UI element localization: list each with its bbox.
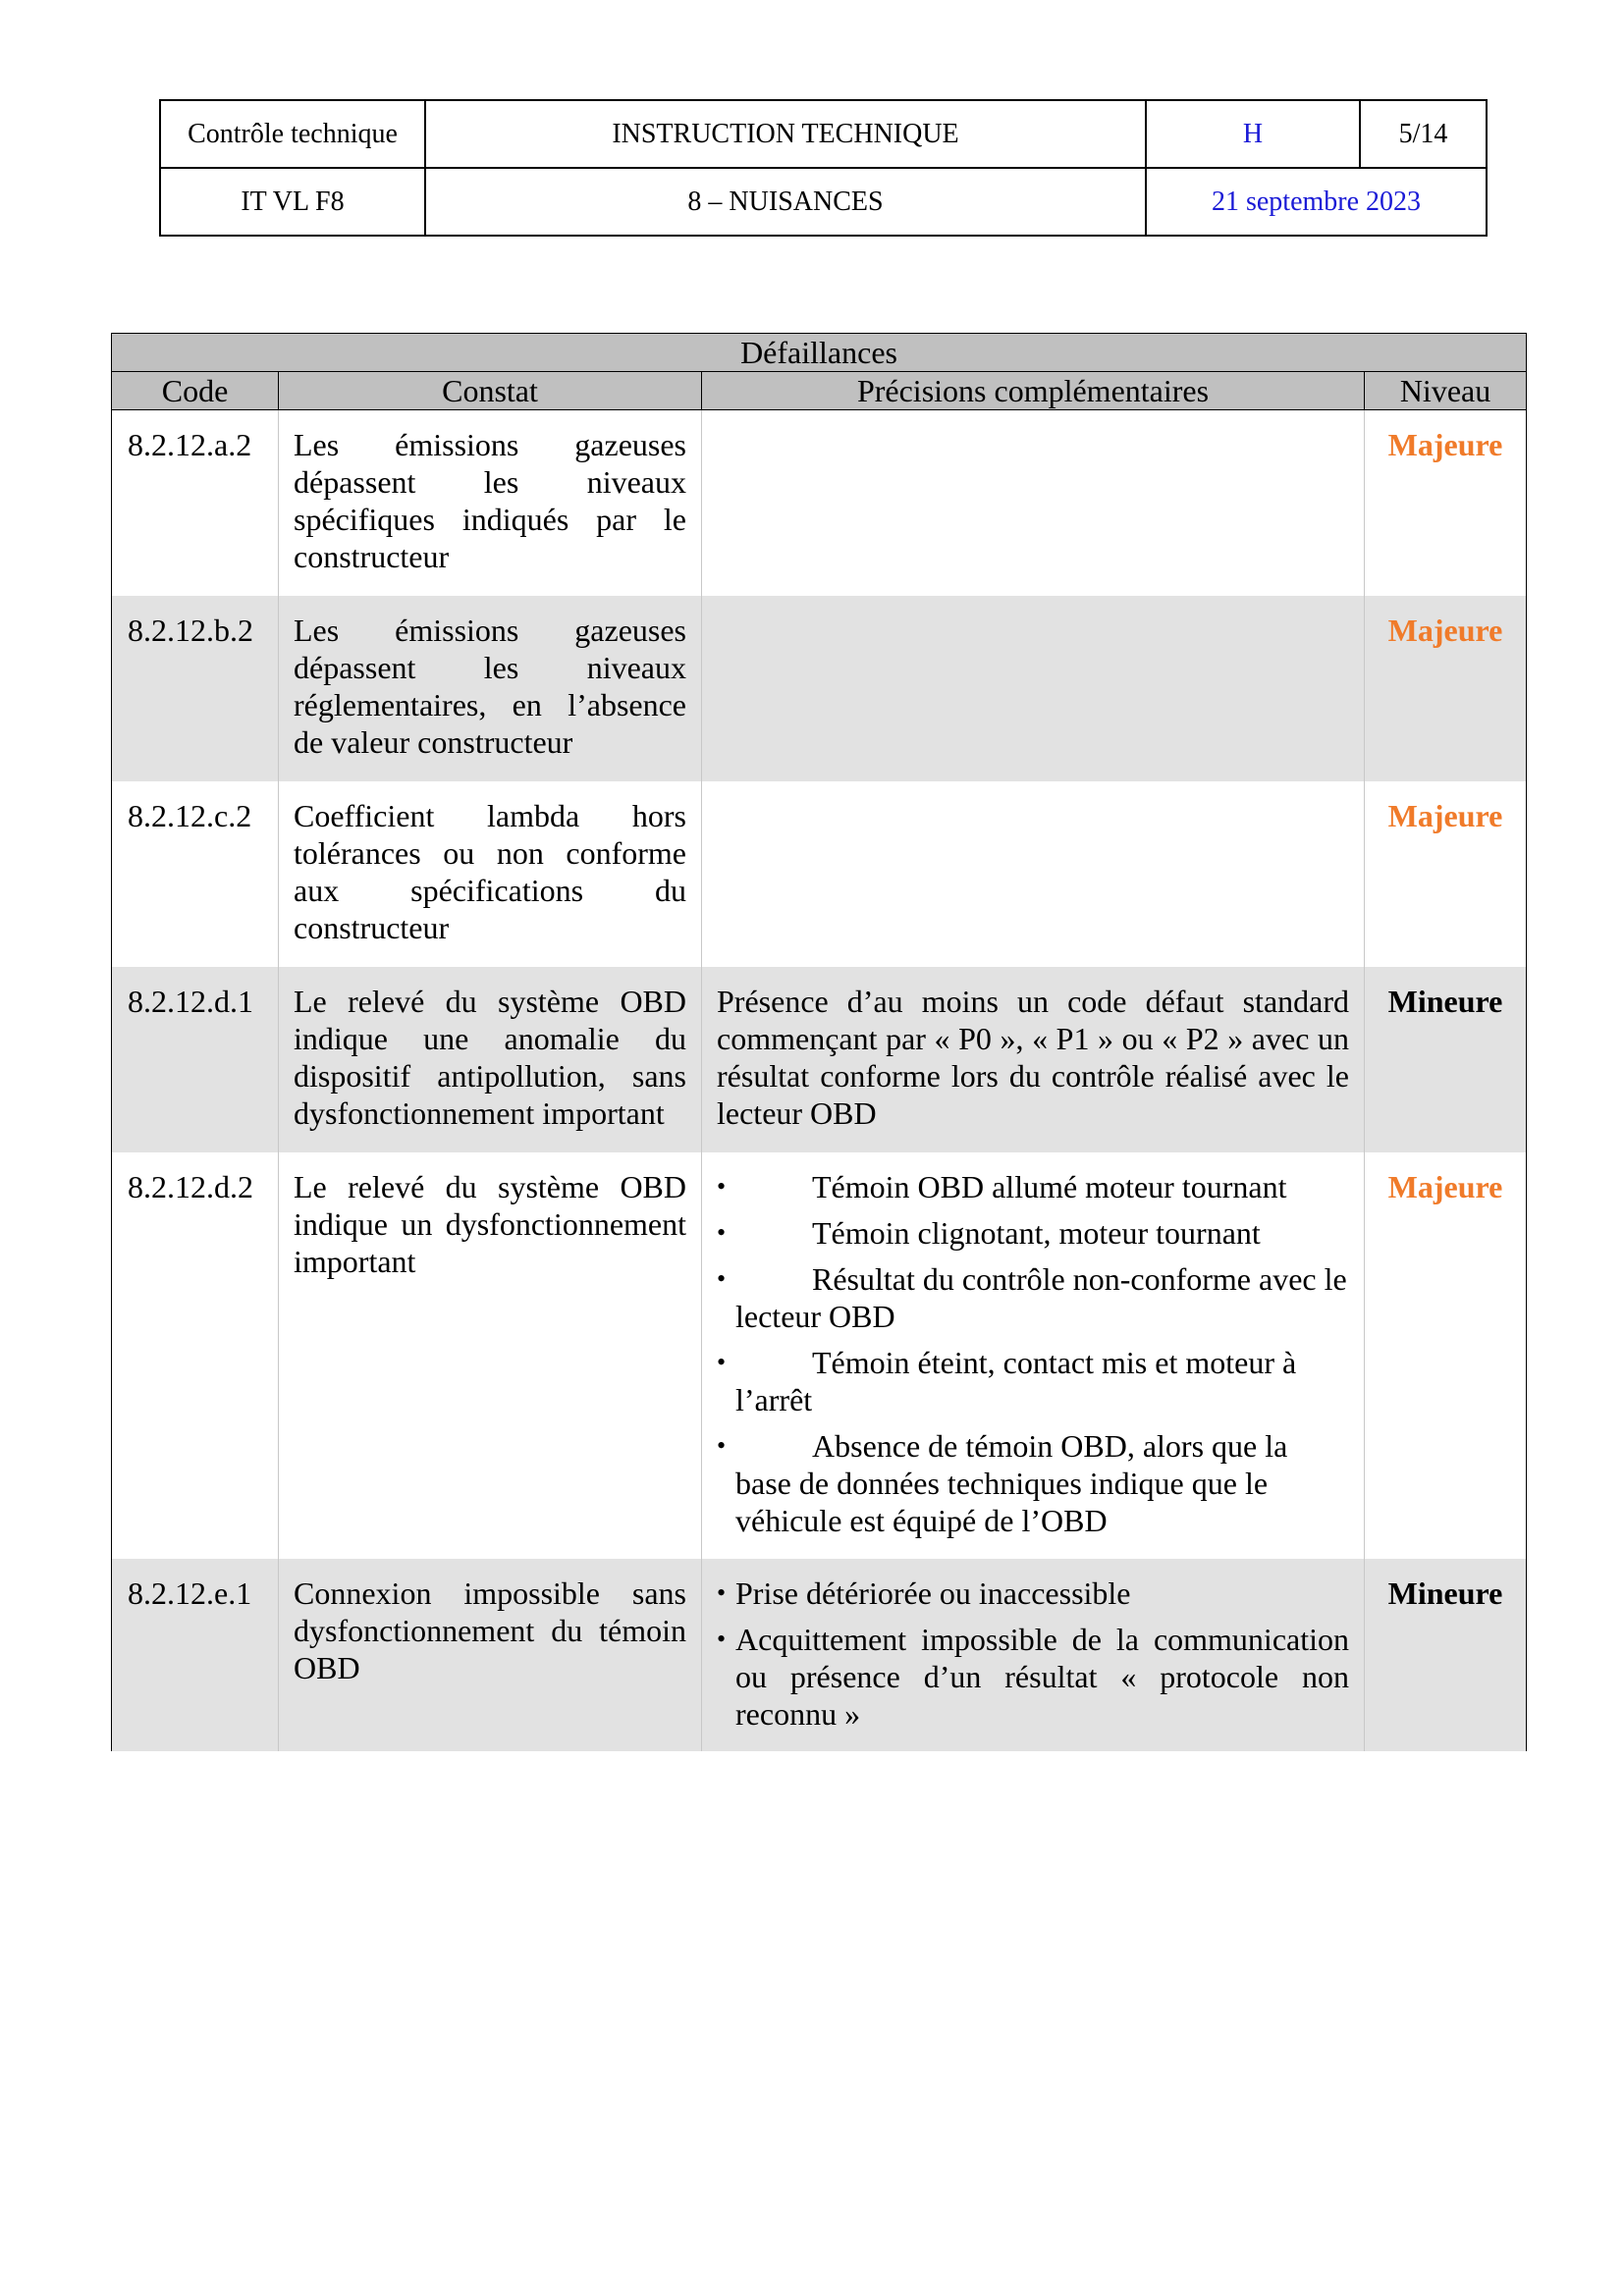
defect-precisions xyxy=(702,781,1365,967)
bullet-icon: • xyxy=(717,1347,727,1376)
bullet-icon: • xyxy=(717,1263,727,1293)
bullet-icon: • xyxy=(717,1577,727,1607)
defect-constat: Connexion impossible sans dysfonctionnement du témoin OBD xyxy=(279,1559,702,1751)
header-page-number: 5/14 xyxy=(1360,100,1487,168)
defect-precisions xyxy=(702,1152,1365,1559)
column-header-precisions: Précisions complémentaires xyxy=(702,372,1365,410)
defect-level: Majeure xyxy=(1365,781,1527,967)
defect-constat: Coefficient lambda hors tolérances ou non conforme aux spécifications du constructeur xyxy=(279,781,702,967)
table-row xyxy=(112,781,1527,967)
defect-precisions xyxy=(702,410,1365,596)
table-row xyxy=(112,967,1527,1152)
defect-constat: Les émissions gazeuses dépassent les niveaux spécifiques indiqués par le constructeur xyxy=(279,410,702,596)
defect-constat: Le relevé du système OBD indique une anomalie du dispositif antipollution, sans dysfonctionnement important xyxy=(279,967,702,1152)
defect-constat: Les émissions gazeuses dépassent les niveaux réglementaires, en l’absence de valeur constructeur xyxy=(279,596,702,781)
defect-precisions xyxy=(702,596,1365,781)
header-date: 21 septembre 2023 xyxy=(1146,168,1487,236)
defect-code: 8.2.12.b.2 xyxy=(112,596,279,781)
defect-code: 8.2.12.e.1 xyxy=(112,1559,279,1751)
defect-constat: Le relevé du système OBD indique un dysfonctionnement important xyxy=(279,1152,702,1559)
defect-level: Majeure xyxy=(1365,410,1527,596)
defect-level: Mineure xyxy=(1365,1559,1527,1751)
list-item: • Absence de témoin OBD, alors que la base de données techniques indique que le véhicule est équipé de l’OBD xyxy=(717,1427,1288,1538)
table-row xyxy=(112,1559,1527,1751)
precisions-bullet-list xyxy=(717,1575,1349,1733)
defect-code: 8.2.12.d.2 xyxy=(112,1152,279,1559)
defect-level: Majeure xyxy=(1365,596,1527,781)
defects-table xyxy=(111,333,1527,1751)
bullet-icon: • xyxy=(717,1430,727,1460)
list-item: • Témoin clignotant, moteur tournant xyxy=(717,1214,1261,1251)
column-header-niveau: Niveau xyxy=(1365,372,1527,410)
bullet-icon: • xyxy=(717,1217,727,1247)
defect-precisions: Présence d’au moins un code défaut standard commençant par « P0 », « P1 » ou « P2 » avec un résultat conforme lors du contrôle réalisé avec le lecteur OBD xyxy=(702,967,1365,1152)
header-section: 8 – NUISANCES xyxy=(425,168,1146,236)
column-header-constat: Constat xyxy=(279,372,702,410)
defect-level: Mineure xyxy=(1365,967,1527,1152)
column-header-code: Code xyxy=(112,372,279,410)
defect-code: 8.2.12.c.2 xyxy=(112,781,279,967)
list-item: • Acquittement impossible de la communication ou présence d’un résultat « protocole non reconnu » xyxy=(717,1621,1349,1732)
table-row xyxy=(112,596,1527,781)
header-doc-title: INSTRUCTION TECHNIQUE xyxy=(425,100,1146,168)
bullet-icon: • xyxy=(717,1171,727,1201)
table-row xyxy=(112,410,1527,596)
header-doc-reference: IT VL F8 xyxy=(160,168,425,236)
header-doc-type: Contrôle technique xyxy=(160,100,425,168)
bullet-icon: • xyxy=(717,1624,727,1653)
defect-code: 8.2.12.d.1 xyxy=(112,967,279,1152)
list-item: • Résultat du contrôle non-conforme avec le lecteur OBD xyxy=(717,1260,1347,1334)
table-row xyxy=(112,1152,1527,1559)
precisions-bullet-list xyxy=(717,1168,1349,1539)
defect-level: Majeure xyxy=(1365,1152,1527,1559)
document-header xyxy=(159,99,1488,237)
list-item: • Témoin éteint, contact mis et moteur à l’arrêt xyxy=(717,1344,1297,1417)
list-item: • Témoin OBD allumé moteur tournant xyxy=(717,1168,1287,1204)
header-version: H xyxy=(1146,100,1360,168)
defect-precisions xyxy=(702,1559,1365,1751)
list-item: • Prise détériorée ou inaccessible xyxy=(717,1575,1131,1611)
defect-code: 8.2.12.a.2 xyxy=(112,410,279,596)
table-title: Défaillances xyxy=(112,334,1527,372)
